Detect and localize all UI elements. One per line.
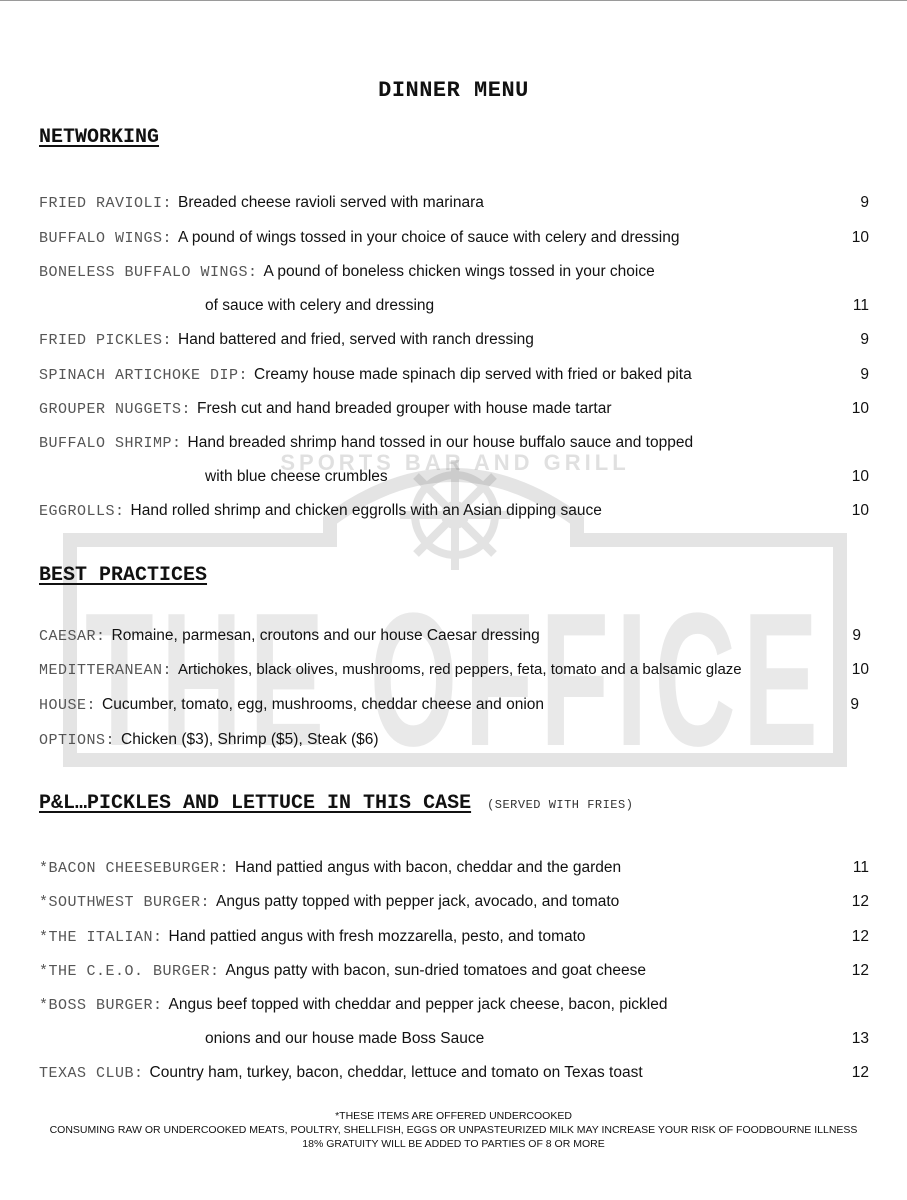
item-desc: Hand pattied angus with bacon, cheddar and the garden <box>235 859 622 876</box>
item-price: 12 <box>851 1064 869 1081</box>
item-desc: Artichokes, black olives, mushrooms, red peppers, feta, tomato and a balsamic glaze <box>178 661 742 678</box>
menu-item <box>39 400 869 420</box>
item-name: *BACON CHEESEBURGER: <box>39 860 230 877</box>
menu-item <box>39 366 869 386</box>
item-desc: Hand pattied angus with fresh mozzarella, pesto, and tomato <box>168 928 586 945</box>
item-name: BUFFALO WINGS: <box>39 230 173 247</box>
section-heading-text: P&L…PICKLES AND LETTUCE IN THIS CASE <box>39 792 472 815</box>
item-name: *BOSS BURGER: <box>39 997 163 1014</box>
menu-item <box>39 502 869 522</box>
menu-item <box>39 627 869 647</box>
footer-line-undercooked: *THESE ITEMS ARE OFFERED UNDERCOOKED <box>335 1110 572 1122</box>
item-name: TEXAS CLUB: <box>39 1065 144 1082</box>
menu-item <box>39 996 869 1016</box>
item-price: 12 <box>851 962 869 979</box>
item-desc-continued: of sauce with celery and dressing <box>205 297 435 314</box>
footer-notice <box>0 1109 907 1151</box>
item-desc: Romaine, parmesan, croutons and our house Caesar dressing <box>111 627 540 644</box>
item-desc: Hand rolled shrimp and chicken eggrolls with an Asian dipping sauce <box>130 502 602 519</box>
menu-item-continued <box>205 297 869 317</box>
item-name: HOUSE: <box>39 697 97 714</box>
menu-item <box>39 229 869 249</box>
item-desc: Hand breaded shrimp hand tossed in our house buffalo sauce and topped <box>187 434 694 451</box>
menu-item <box>39 661 869 681</box>
item-desc: Country ham, turkey, bacon, cheddar, lettuce and tomato on Texas toast <box>149 1064 643 1081</box>
item-name: EGGROLLS: <box>39 503 125 520</box>
item-price: 12 <box>851 928 869 945</box>
menu-item <box>39 859 869 879</box>
item-name: CAESAR: <box>39 628 106 645</box>
item-desc: A pound of wings tossed in your choice of sauce with celery and dressing <box>178 229 680 246</box>
menu-item-continued <box>205 1030 869 1050</box>
menu-item <box>39 962 869 982</box>
item-desc: Breaded cheese ravioli served with marinara <box>178 194 484 211</box>
watermark-tagline: SPORTS BAR AND GRILL <box>280 450 630 475</box>
menu-item <box>39 696 869 716</box>
item-desc: Cucumber, tomato, egg, mushrooms, cheddar cheese and onion <box>102 696 545 713</box>
item-price: 9 <box>850 696 859 713</box>
item-price: 9 <box>852 627 861 644</box>
item-price: 10 <box>851 400 869 417</box>
section-heading-burgers <box>39 792 633 815</box>
item-price: 9 <box>860 331 869 348</box>
item-desc: Angus beef topped with cheddar and pepper jack cheese, bacon, pickled <box>168 996 668 1013</box>
item-price: 10 <box>851 229 869 246</box>
item-desc: A pound of boneless chicken wings tossed in your choice <box>263 263 655 280</box>
menu-item <box>39 928 869 948</box>
item-name: *THE ITALIAN: <box>39 929 163 946</box>
item-name: MEDITTERANEAN: <box>39 662 173 679</box>
item-desc: Angus patty with bacon, sun-dried tomatoes and goat cheese <box>225 962 647 979</box>
item-name: BONELESS BUFFALO WINGS: <box>39 264 258 281</box>
item-desc-continued: onions and our house made Boss Sauce <box>205 1030 485 1047</box>
item-price: 9 <box>860 366 869 383</box>
menu-item <box>39 434 869 454</box>
item-desc: Chicken ($3), Shrimp ($5), Steak ($6) <box>121 731 379 748</box>
top-rule <box>0 0 907 1</box>
item-name: FRIED PICKLES: <box>39 332 173 349</box>
menu-item-continued <box>205 468 869 488</box>
section-note: (SERVED WITH FRIES) <box>487 798 634 812</box>
item-price: 9 <box>860 194 869 211</box>
menu-item <box>39 263 869 283</box>
section-heading-best-practices: BEST PRACTICES <box>39 564 208 587</box>
item-name: FRIED RAVIOLI: <box>39 195 173 212</box>
menu-item <box>39 1064 869 1084</box>
item-price: 10 <box>851 468 869 485</box>
item-name: *THE C.E.O. BURGER: <box>39 963 220 980</box>
item-name: BUFFALO SHRIMP: <box>39 435 182 452</box>
menu-item <box>39 893 869 913</box>
item-price: 10 <box>851 502 869 519</box>
footer-line-gratuity: 18% GRATUITY WILL BE ADDED TO PARTIES OF 8 OR MORE <box>302 1138 605 1150</box>
item-name: OPTIONS: <box>39 732 116 749</box>
item-desc: Creamy house made spinach dip served with fried or baked pita <box>254 366 692 383</box>
menu-title: DINNER MENU <box>378 78 529 103</box>
item-desc-continued: with blue cheese crumbles <box>205 468 388 485</box>
item-price: 11 <box>852 297 869 314</box>
item-price: 13 <box>851 1030 869 1047</box>
item-price: 11 <box>852 859 869 876</box>
item-name: GROUPER NUGGETS: <box>39 401 192 418</box>
menu-item <box>39 331 869 351</box>
menu-item <box>39 731 869 751</box>
item-desc: Angus patty topped with pepper jack, avocado, and tomato <box>216 893 620 910</box>
item-desc: Hand battered and fried, served with ranch dressing <box>178 331 534 348</box>
menu-item <box>39 194 869 214</box>
watermark-brand: THE OFFICE <box>85 574 825 786</box>
item-price: 12 <box>851 893 869 910</box>
item-desc: Fresh cut and hand breaded grouper with house made tartar <box>197 400 612 417</box>
item-name: SPINACH ARTICHOKE DIP: <box>39 367 249 384</box>
item-name: *SOUTHWEST BURGER: <box>39 894 211 911</box>
section-heading-networking: NETWORKING <box>39 126 160 149</box>
item-price: 10 <box>851 661 869 678</box>
footer-line-warning: CONSUMING RAW OR UNDERCOOKED MEATS, POULTRY, SHELLFISH, EGGS OR UNPASTEURIZED MILK MAY INCREASE YOUR RISK OF FOODBOURNE ILLNESS <box>49 1124 858 1136</box>
